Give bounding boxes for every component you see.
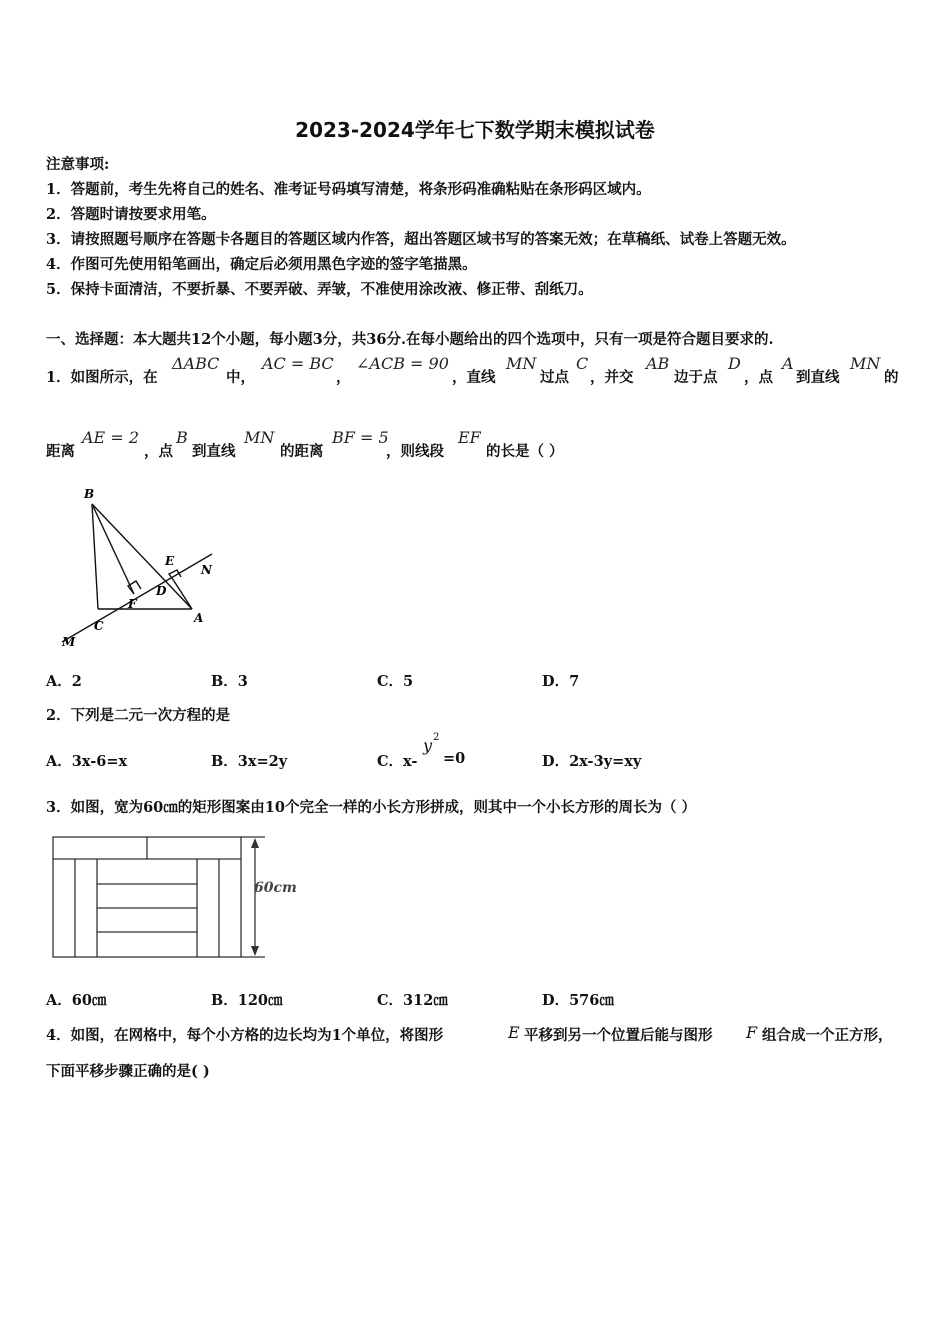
q1-label-d: D xyxy=(156,584,167,598)
q1-text-e: 过点 xyxy=(540,369,569,386)
q2-option-a[interactable]: A．3x-6=x xyxy=(46,753,128,770)
q1-text-j: 的 xyxy=(884,369,899,386)
q1-math-mn-3: MN xyxy=(244,428,275,447)
q1-math-c: C xyxy=(576,354,589,373)
q3-option-b[interactable]: B．120㎝ xyxy=(211,992,283,1009)
q4-text-c: 组合成一个正方形， xyxy=(762,1027,893,1044)
q1-label-m: M xyxy=(62,635,76,649)
q1-label-a: A xyxy=(194,611,204,625)
q1-math-mn-1: MN xyxy=(506,354,537,373)
q1-math-d: D xyxy=(728,354,741,373)
q1-label-e: E xyxy=(165,554,175,568)
q1-text-a: 1．如图所示，在 xyxy=(46,369,158,386)
q1-math-b: B xyxy=(176,428,188,447)
q1-text-f: ，并交 xyxy=(590,369,634,386)
q1-text-h: ，点 xyxy=(744,369,773,386)
q2-option-c-y: y xyxy=(423,736,433,755)
notice-item-1: 1．答题前，考生先将自己的姓名、准考证号码填写清楚，将条形码准确粘贴在条形码区域内。 xyxy=(46,181,651,198)
q1-text-m: 到直线 xyxy=(192,443,236,460)
q1-text-b: 中， xyxy=(226,369,255,386)
q3-label-60cm: 60cm xyxy=(254,880,297,896)
q1-option-c[interactable]: C．5 xyxy=(377,673,414,690)
q2-option-c-tail: =0 xyxy=(443,750,466,767)
q1-option-d[interactable]: D．7 xyxy=(542,673,580,690)
q1-triangle-figure xyxy=(50,482,220,650)
notice-item-5: 5．保持卡面清洁，不要折暴、不要弄破、弄皱，不准使用涂改液、修正带、刮纸刀。 xyxy=(46,281,593,298)
q2-text: 2．下列是二元一次方程的是 xyxy=(46,707,231,724)
q1-option-a[interactable]: A．2 xyxy=(46,673,82,690)
q4-line1 xyxy=(46,1024,916,1046)
q1-line1 xyxy=(46,354,916,396)
q4-line2: 下面平移步骤正确的是( ) xyxy=(46,1063,210,1080)
q1-math-bf: BF = 5 xyxy=(332,428,389,447)
q1-math-ac-bc: AC = BC xyxy=(262,354,334,373)
q1-text-p: 的长是（ ） xyxy=(486,443,564,460)
notice-heading: 注意事项: xyxy=(46,156,110,173)
q1-text-c: ， xyxy=(336,369,351,386)
q1-math-angle: ∠ACB = 90 xyxy=(356,354,449,373)
q2-option-b[interactable]: B．3x=2y xyxy=(211,753,288,770)
q1-text-n: 的距离 xyxy=(280,443,324,460)
q3-text: 3．如图，宽为60㎝的矩形图案由10个完全一样的小长方形拼成，则其中一个小长方形的周长为（ ） xyxy=(46,799,696,816)
q3-option-a[interactable]: A．60㎝ xyxy=(46,992,107,1009)
q1-math-ef: EF xyxy=(458,428,481,447)
q1-option-b[interactable]: B．3 xyxy=(211,673,248,690)
q1-text-i: 到直线 xyxy=(796,369,840,386)
q1-label-n: N xyxy=(201,563,212,577)
q1-label-c: C xyxy=(94,619,104,633)
section-heading: 一、选择题：本大题共12个小题，每小题3分，共36分.在每小题给出的四个选项中，只有一项是符合题目要求的. xyxy=(46,331,774,348)
q1-label-f: F xyxy=(128,597,137,611)
q1-label-b: B xyxy=(84,487,95,501)
q4-text-a: 4．如图，在网格中，每个小方格的边长均为1个单位，将图形 xyxy=(46,1027,444,1044)
q1-text-o: ，则线段 xyxy=(386,443,444,460)
q2-option-d[interactable]: D．2x-3y=xy xyxy=(542,753,642,770)
q1-math-triangle: ΔABC xyxy=(172,354,220,373)
q4-text-b: 平移到另一个位置后能与图形 xyxy=(524,1027,713,1044)
q4-math-e: E xyxy=(508,1023,520,1042)
q1-text-k: 距离 xyxy=(46,443,75,460)
q3-rectangle-figure xyxy=(50,834,310,962)
q3-option-d[interactable]: D．576㎝ xyxy=(542,992,614,1009)
q2-option-c-label: C．x- xyxy=(377,753,418,770)
q1-text-d: ，直线 xyxy=(452,369,496,386)
q1-math-ae: AE = 2 xyxy=(82,428,139,447)
q1-line2 xyxy=(46,428,646,470)
notice-item-2: 2．答题时请按要求用笔。 xyxy=(46,206,216,223)
page-title: 2023-2024学年七下数学期末模拟试卷 xyxy=(295,118,655,142)
q1-math-a: A xyxy=(782,354,794,373)
q1-math-ab: AB xyxy=(646,354,670,373)
q2-option-c-exponent: 2 xyxy=(433,732,440,743)
q1-text-l: ，点 xyxy=(144,443,173,460)
q1-text-g: 边于点 xyxy=(674,369,718,386)
notice-item-4: 4．作图可先使用铅笔画出，确定后必须用黑色字迹的签字笔描黑。 xyxy=(46,256,477,273)
q2-option-c[interactable] xyxy=(377,732,487,770)
q3-option-c[interactable]: C．312㎝ xyxy=(377,992,448,1009)
notice-item-3: 3．请按照题号顺序在答题卡各题目的答题区域内作答，超出答题区域书写的答案无效；在草稿纸、试卷上答题无效。 xyxy=(46,231,796,248)
q4-math-f: F xyxy=(746,1023,758,1042)
q1-math-mn-2: MN xyxy=(850,354,881,373)
